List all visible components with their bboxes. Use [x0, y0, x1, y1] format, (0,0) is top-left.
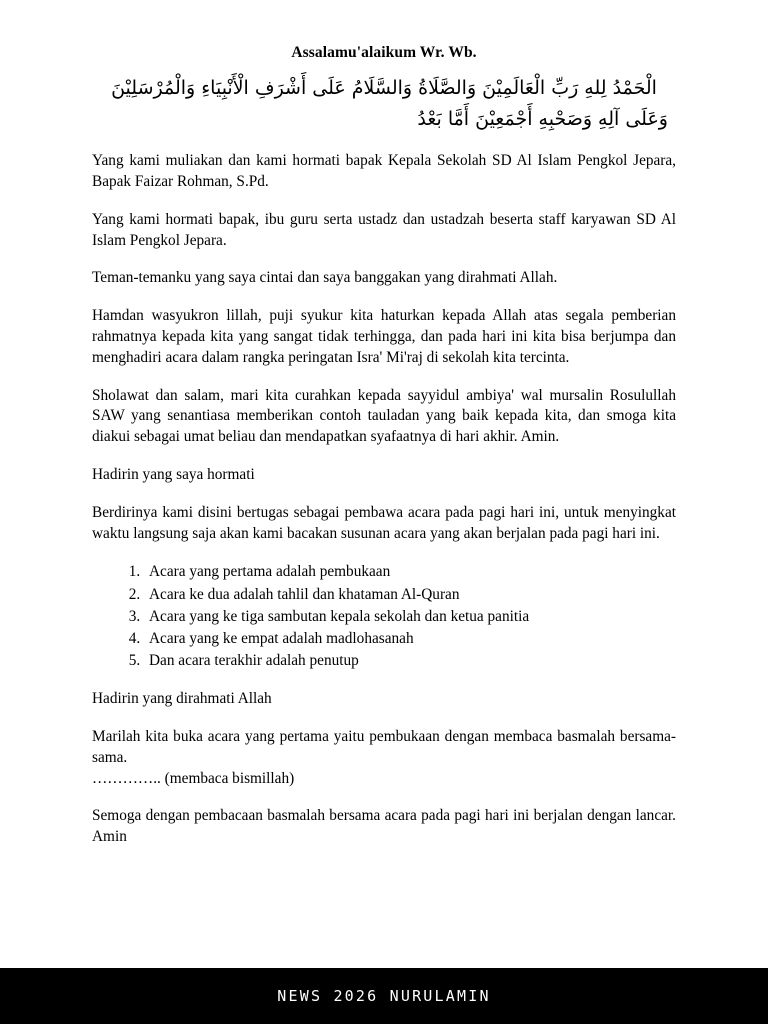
document-body — [92, 44, 676, 865]
list-item: 4. Acara yang ke empat adalah madlohasanah — [144, 628, 676, 650]
agenda-list — [92, 561, 676, 672]
paragraph-praise: Hamdan wasyukron lillah, puji syukur kita haturkan kepada Allah atas segala pemberian rahmatnya kepada kita yang sangat tidak terhingga, dan pada hari ini kita bisa berjumpa dan menghadiri acara dalam rangka peringatan Isra' Mi'raj di sekolah kita tercinta. — [92, 307, 676, 366]
arabic-line-2: وَعَلَى آلِهِ وَصَحْبِهِ أَجْمَعِيْنَ أَمَّا بَعْدُ — [417, 107, 668, 130]
footer-watermark-bar — [0, 968, 768, 1024]
paragraph-hadirin-hormati: Hadirin yang saya hormati — [92, 466, 255, 484]
greeting-title: Assalamu'alaikum Wr. Wb. — [291, 44, 477, 61]
list-item: 2. Acara ke dua adalah tahlil dan khataman Al-Quran — [144, 584, 676, 606]
arabic-invocation — [92, 73, 676, 136]
paragraph-reciting-bismillah: ………….. (membaca bismillah) — [92, 769, 295, 787]
paragraph-sholawat: Sholawat dan salam, mari kita curahkan kepada sayyidul ambiya' wal mursalin Rosulullah SAW yang senantiasa memberikan contoh tauladan yang baik kepada kita, dan smoga kita diakui sebagai umat beliau dan mendapatkan syafaatnya di hari akhir. Amin. — [92, 386, 676, 446]
paragraph-closing-hope: Semoga dengan pembacaan basmalah bersama acara pada pagi hari ini berjalan dengan lancar. Amin — [92, 807, 676, 846]
paragraph-addressing-friends: Teman-temanku yang saya cintai dan saya banggakan yang dirahmati Allah. — [92, 269, 558, 287]
arabic-line-1: الْحَمْدُ لِلهِ رَبِّ الْعَالَمِيْنَ وَالصَّلَاةُ وَالسَّلَامُ عَلَى أَشْرَفِ الْأَنْبِيَاءِ وَالْمُرْسَلِيْنَ — [111, 76, 657, 99]
paragraph-mc-intro: Berdirinya kami disini bertugas sebagai pembawa acara pada pagi hari ini, untuk menyingkat waktu langsung saja akan kami bacakan susunan acara yang akan berjalan pada pagi hari ini. — [92, 503, 676, 542]
list-item: 1. Acara yang pertama adalah pembukaan — [144, 561, 676, 583]
paragraph-honoring-teachers: Yang kami hormati bapak, ibu guru serta ustadz dan ustadzah beserta staff karyawan SD Al Islam Pengkol Jepara. — [92, 210, 676, 249]
paragraph-opening-basmalah: Marilah kita buka acara yang pertama yaitu pembukaan dengan membaca basmalah bersama-sama. — [92, 728, 676, 766]
paragraph-hadirin-dirahmati: Hadirin yang dirahmati Allah — [92, 690, 272, 708]
footer-watermark-text: NEWS 2026 NURULAMIN — [277, 987, 491, 1005]
paragraph-honoring-principal: Yang kami muliakan dan kami hormati bapak Kepala Sekolah SD Al Islam Pengkol Jepara, Bapak Faizar Rohman, S.Pd. — [92, 152, 676, 191]
list-item: 5. Dan acara terakhir adalah penutup — [144, 650, 676, 672]
list-item: 3. Acara yang ke tiga sambutan kepala sekolah dan ketua panitia — [144, 606, 676, 628]
